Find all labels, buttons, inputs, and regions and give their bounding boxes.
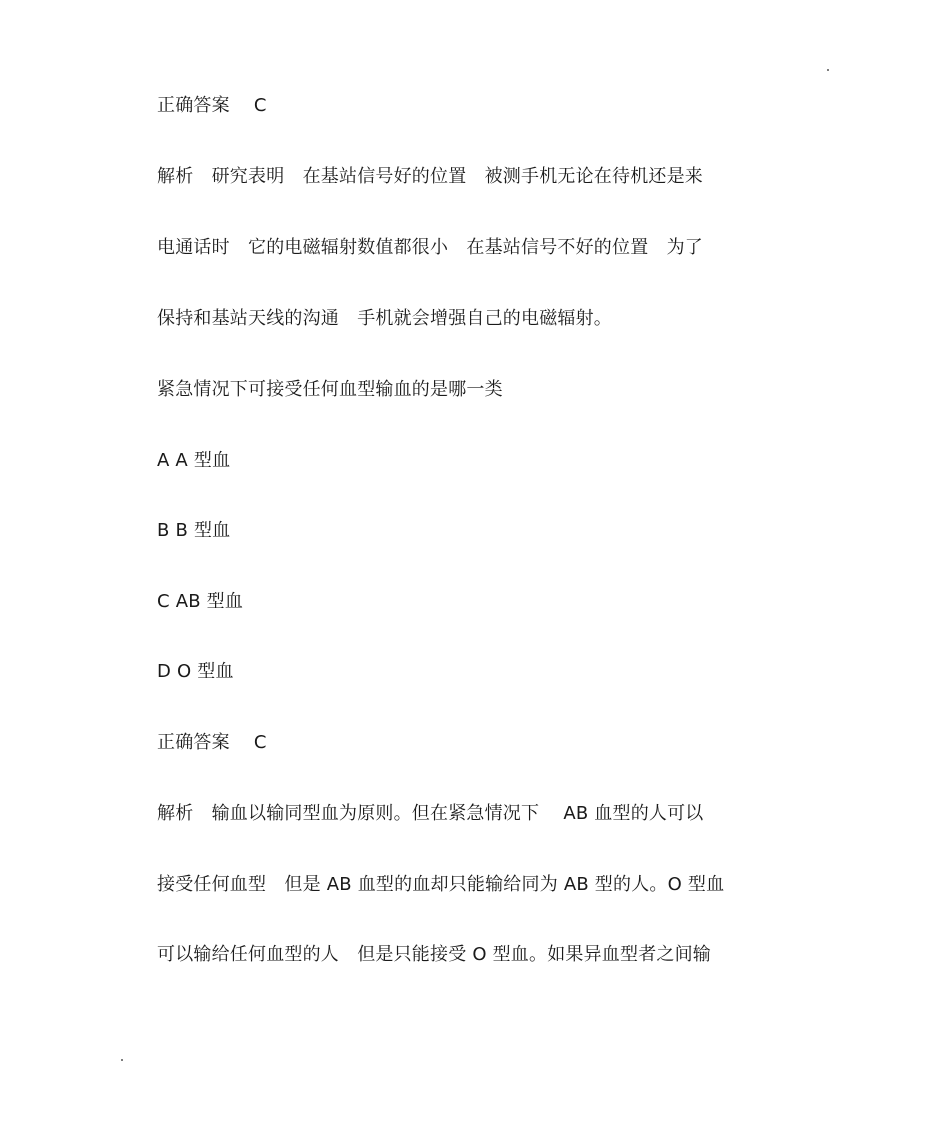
question-text: 紧急情况下可接受任何血型输血的是哪一类 xyxy=(157,379,503,400)
option-d: D O 型血 xyxy=(157,661,234,682)
explanation-line-2: 电通话时 它的电磁辐射数值都很小 在基站信号不好的位置 为了 xyxy=(157,237,703,258)
corner-mark-bottom-left xyxy=(121,1059,123,1061)
explanation-2-line-1: 解析 输血以输同型血为原则。但在紧急情况下 AB 血型的人可以 xyxy=(157,803,704,824)
answer-line-1: 正确答案 C xyxy=(157,95,267,116)
option-b: B B 型血 xyxy=(157,520,231,541)
answer-line-2: 正确答案 C xyxy=(157,732,267,753)
explanation-line-3: 保持和基站天线的沟通 手机就会增强自己的电磁辐射。 xyxy=(157,308,612,329)
option-c: C AB 型血 xyxy=(157,591,244,612)
option-a: A A 型血 xyxy=(157,450,231,471)
explanation-line-1: 解析 研究表明 在基站信号好的位置 被测手机无论在待机还是来 xyxy=(157,166,703,187)
explanation-2-line-2: 接受任何血型 但是 AB 血型的血却只能输给同为 AB 型的人。O 型血 xyxy=(157,874,725,895)
explanation-2-line-3: 可以输给任何血型的人 但是只能接受 O 型血。如果异血型者之间输 xyxy=(157,944,712,965)
corner-mark-top-right xyxy=(827,69,829,71)
